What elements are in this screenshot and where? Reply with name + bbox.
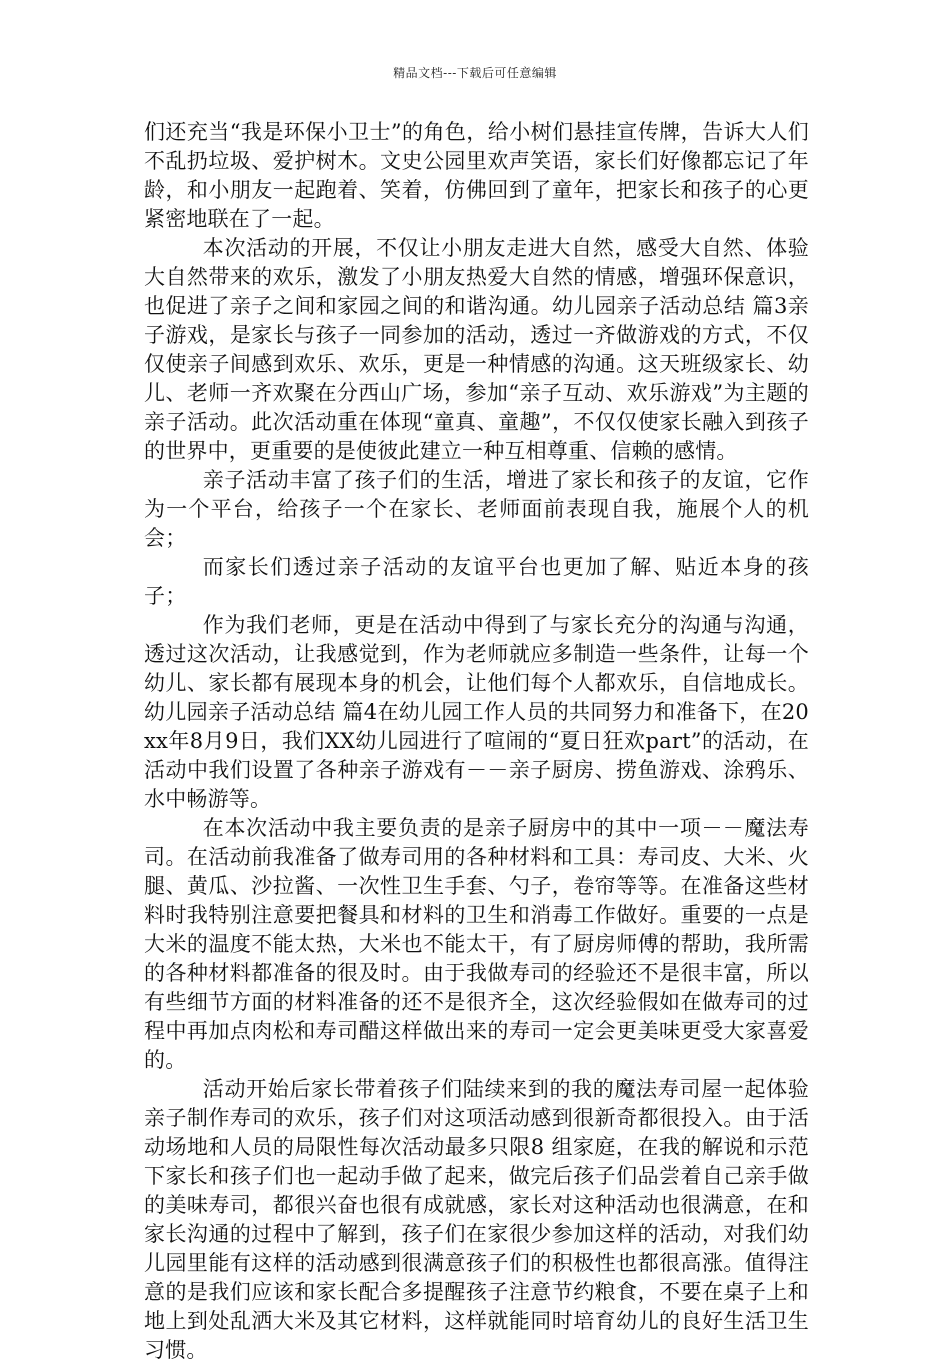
document-body — [144, 118, 809, 1365]
paragraph: 活动开始后家长带着孩子们陆续来到的我的魔法寿司屋一起体验亲子制作寿司的欢乐，孩子们对这项活动感到很新奇都很投入。由于活动场地和人员的局限性每次活动最多只限8 组家庭，在我的解说和示范下家长和孩子们也一起动手做了起来，做完后孩子们品尝着自己亲手做的美味寿司，都很兴奋也很有成就感，家长对这种活动也很满意，在和家长沟通的过程中了解到，孩子们在家很少参加这样的活动，对我们幼儿园里能有这样的活动感到很满意孩子们的积极性也都很高涨。值得注意的是我们应该和家长配合多提醒孩子注意节约粮食，不要在桌子上和地上到处乱洒大米及其它材料，这样就能同时培育幼儿的良好生活卫生习惯。 — [144, 1077, 809, 1362]
paragraph: 在本次活动中我主要负责的是亲子厨房中的其中一项－－魔法寿司。在活动前我准备了做寿司用的各种材料和工具：寿司皮、大米、火腿、黄瓜、沙拉酱、一次性卫生手套、勺子，卷帘等等。在准备这些材料时我特别注意要把餐具和材料的卫生和消毒工作做好。重要的一点是大米的温度不能太热，大米也不能太干，有了厨房师傅的帮助，我所需的各种材料都准备的很及时。由于我做寿司的经验还不是很丰富，所以有些细节方面的材料准备的还不是很齐全，这次经验假如在做寿司的过程中再加点肉松和寿司醋这样做出来的寿司一定会更美味更受大家喜爱的。 — [144, 816, 809, 1072]
paragraph: 而家长们透过亲子活动的友谊平台也更加了解、贴近本身的孩子； — [144, 555, 809, 608]
page-header: 精品文档---下载后可任意编辑 — [393, 66, 557, 80]
paragraph-continuation: 们还充当“我是环保小卫士”的角色，给小树们悬挂宣传牌，告诉大人们不乱扔垃圾、爱护树木。文史公园里欢声笑语，家长们好像都忘记了年龄，和小朋友一起跑着、笑着，仿佛回到了童年，把家长和孩子的心更紧密地联在了一起。 — [144, 120, 809, 231]
paragraph: 亲子活动丰富了孩子们的生活，增进了家长和孩子的友谊，它作为一个平台，给孩子一个在家长、老师面前表现自我，施展个人的机会； — [144, 468, 809, 550]
paragraph: 作为我们老师，更是在活动中得到了与家长充分的沟通与沟通，透过这次活动，让我感觉到，作为老师就应多制造一些条件，让每一个幼儿、家长都有展现本身的机会，让他们每个人都欢乐，自信地成长。幼儿园亲子活动总结 篇4在幼儿园工作人员的共同努力和准备下，在20xx年8月9日，我们XX幼儿园进行了喧闹的“夏日狂欢part”的活动，在活动中我们设置了各种亲子游戏有－－亲子厨房、捞鱼游戏、涂鸦乐、水中畅游等。 — [144, 613, 809, 811]
paragraph: 本次活动的开展，不仅让小朋友走进大自然，感受大自然、体验大自然带来的欢乐，激发了小朋友热爱大自然的情感，增强环保意识，也促进了亲子之间和家园之间的和谐沟通。幼儿园亲子活动总结 篇3亲子游戏，是家长与孩子一同参加的活动，透过一齐做游戏的方式，不仅仅使亲子间感到欢乐、欢乐，更是一种情感的沟通。这天班级家长、幼儿、老师一齐欢聚在分西山广场，参加“亲子互动、欢乐游戏”为主题的亲子活动。此次活动重在体现“童真、童趣”，不仅仅使家长融入到孩子的世界中，更重要的是使彼此建立一种互相尊重、信赖的感情。 — [144, 236, 809, 463]
